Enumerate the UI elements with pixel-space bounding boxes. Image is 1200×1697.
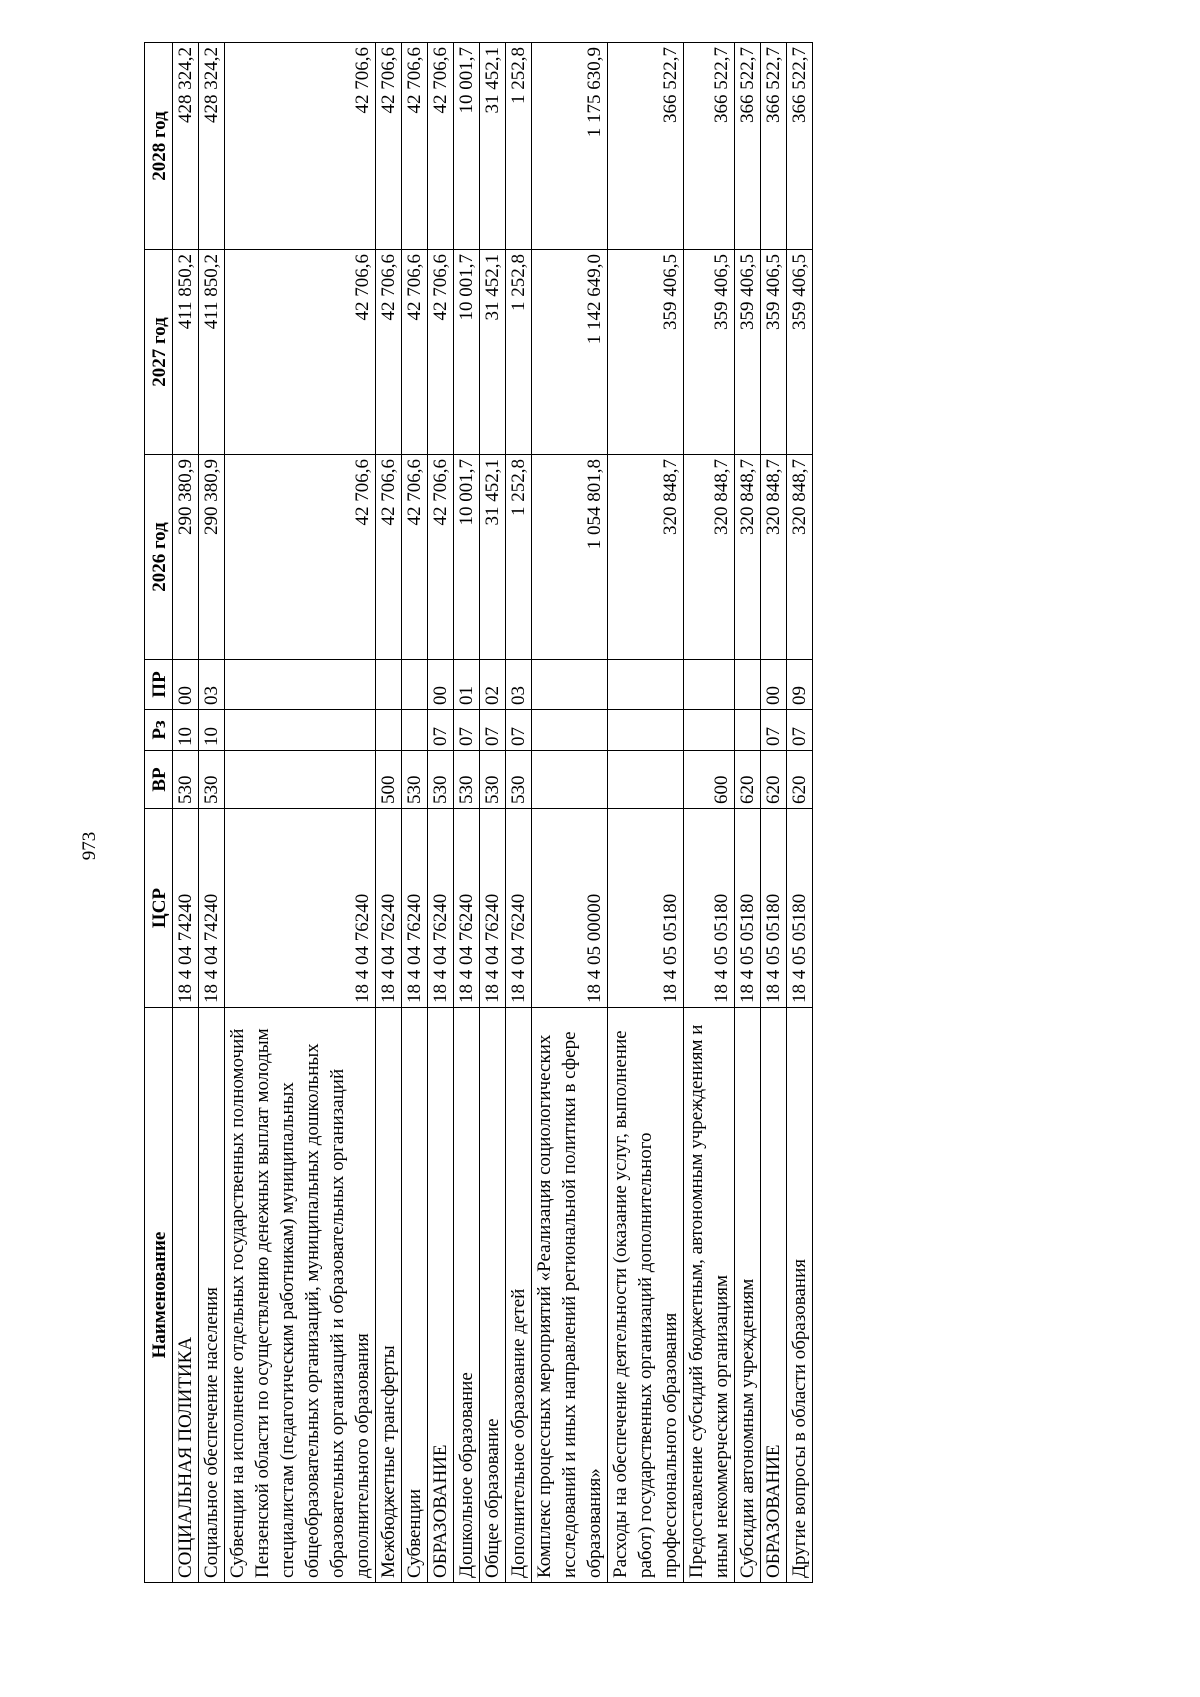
cell-2028: 42 706,6 — [225, 43, 376, 250]
cell-name: Субвенции — [402, 1008, 428, 1583]
cell-csr: 18 4 04 76240 — [506, 809, 532, 1008]
cell-vr: 620 — [735, 751, 761, 809]
cell-csr: 18 4 04 76240 — [480, 809, 506, 1008]
cell-2026: 10 001,7 — [454, 455, 480, 660]
table-row — [480, 43, 506, 1583]
cell-vr: 500 — [376, 751, 402, 809]
cell-csr: 18 4 05 05180 — [761, 809, 787, 1008]
cell-rz: 10 — [199, 710, 225, 751]
cell-pr: 00 — [173, 660, 199, 710]
cell-pr — [684, 660, 735, 710]
header-name: Наименование — [145, 1008, 173, 1583]
table-row — [532, 43, 608, 1583]
cell-rz: 07 — [761, 710, 787, 751]
cell-2028: 366 522,7 — [684, 43, 735, 250]
cell-2027: 42 706,6 — [428, 250, 454, 455]
cell-csr: 18 4 04 76240 — [225, 809, 376, 1008]
cell-pr — [608, 660, 684, 710]
cell-2027: 359 406,5 — [735, 250, 761, 455]
cell-csr: 18 4 05 00000 — [532, 809, 608, 1008]
cell-2027: 411 850,2 — [173, 250, 199, 455]
table-row — [608, 43, 684, 1583]
cell-rz: 10 — [173, 710, 199, 751]
cell-2028: 366 522,7 — [787, 43, 813, 250]
cell-2027: 42 706,6 — [376, 250, 402, 455]
cell-pr: 00 — [761, 660, 787, 710]
cell-2026: 290 380,9 — [173, 455, 199, 660]
cell-2027: 359 406,5 — [787, 250, 813, 455]
cell-pr: 02 — [480, 660, 506, 710]
cell-2028: 366 522,7 — [761, 43, 787, 250]
cell-pr: 03 — [506, 660, 532, 710]
cell-pr — [225, 660, 376, 710]
cell-2027: 42 706,6 — [225, 250, 376, 455]
cell-csr: 18 4 05 05180 — [684, 809, 735, 1008]
cell-2028: 1 252,8 — [506, 43, 532, 250]
table-body — [173, 43, 813, 1583]
table-row — [735, 43, 761, 1583]
cell-vr: 530 — [454, 751, 480, 809]
cell-2026: 320 848,7 — [761, 455, 787, 660]
cell-name: СОЦИАЛЬНАЯ ПОЛИТИКА — [173, 1008, 199, 1583]
cell-2027: 1 252,8 — [506, 250, 532, 455]
table-row — [454, 43, 480, 1583]
cell-rz: 07 — [428, 710, 454, 751]
page-number: 973 — [79, 831, 100, 861]
header-2028: 2028 год — [145, 43, 173, 250]
cell-csr: 18 4 05 05180 — [608, 809, 684, 1008]
table-row — [684, 43, 735, 1583]
table-row — [402, 43, 428, 1583]
cell-rz — [532, 710, 608, 751]
cell-csr: 18 4 04 74240 — [173, 809, 199, 1008]
cell-2028: 366 522,7 — [735, 43, 761, 250]
cell-rz — [225, 710, 376, 751]
cell-name: Дополнительное образование детей — [506, 1008, 532, 1583]
rotated-table-wrapper — [144, 43, 944, 1583]
cell-2026: 290 380,9 — [199, 455, 225, 660]
cell-2027: 1 142 649,0 — [532, 250, 608, 455]
cell-2027: 31 452,1 — [480, 250, 506, 455]
header-csr: ЦСР — [145, 809, 173, 1008]
cell-rz: 07 — [454, 710, 480, 751]
table-row — [787, 43, 813, 1583]
cell-2028: 42 706,6 — [428, 43, 454, 250]
cell-2028: 1 175 630,9 — [532, 43, 608, 250]
cell-2026: 42 706,6 — [376, 455, 402, 660]
cell-name: Общее образование — [480, 1008, 506, 1583]
header-2027: 2027 год — [145, 250, 173, 455]
cell-2026: 320 848,7 — [787, 455, 813, 660]
cell-pr — [376, 660, 402, 710]
cell-csr: 18 4 04 76240 — [402, 809, 428, 1008]
header-pr: ПР — [145, 660, 173, 710]
cell-2026: 320 848,7 — [735, 455, 761, 660]
cell-csr: 18 4 05 05180 — [735, 809, 761, 1008]
cell-2026: 42 706,6 — [428, 455, 454, 660]
cell-pr: 09 — [787, 660, 813, 710]
header-vr: ВР — [145, 751, 173, 809]
cell-csr: 18 4 04 76240 — [428, 809, 454, 1008]
cell-csr: 18 4 04 74240 — [199, 809, 225, 1008]
cell-pr: 03 — [199, 660, 225, 710]
cell-2026: 320 848,7 — [608, 455, 684, 660]
cell-2026: 1 054 801,8 — [532, 455, 608, 660]
cell-name: Комплекс процессных мероприятий «Реализация социологических исследований и иных направлений региональной политики в сфере образования» — [532, 1008, 608, 1583]
cell-csr: 18 4 04 76240 — [376, 809, 402, 1008]
cell-vr: 530 — [173, 751, 199, 809]
cell-pr — [532, 660, 608, 710]
table-row — [173, 43, 199, 1583]
cell-pr: 00 — [428, 660, 454, 710]
cell-vr: 620 — [761, 751, 787, 809]
cell-vr — [225, 751, 376, 809]
cell-pr — [735, 660, 761, 710]
header-2026: 2026 год — [145, 455, 173, 660]
cell-vr — [532, 751, 608, 809]
cell-rz: 07 — [480, 710, 506, 751]
cell-vr: 530 — [480, 751, 506, 809]
cell-rz — [376, 710, 402, 751]
cell-2027: 359 406,5 — [761, 250, 787, 455]
cell-rz: 07 — [787, 710, 813, 751]
cell-2027: 359 406,5 — [684, 250, 735, 455]
cell-2028: 428 324,2 — [199, 43, 225, 250]
cell-rz: 07 — [506, 710, 532, 751]
cell-2026: 42 706,6 — [402, 455, 428, 660]
cell-name: Субсидии автономным учреждениям — [735, 1008, 761, 1583]
cell-2026: 31 452,1 — [480, 455, 506, 660]
cell-2028: 428 324,2 — [173, 43, 199, 250]
cell-2028: 42 706,6 — [376, 43, 402, 250]
table-row — [761, 43, 787, 1583]
cell-rz — [684, 710, 735, 751]
cell-2028: 42 706,6 — [402, 43, 428, 250]
cell-vr: 600 — [684, 751, 735, 809]
header-rz: Рз — [145, 710, 173, 751]
cell-vr — [608, 751, 684, 809]
budget-table — [144, 42, 813, 1583]
table-row — [506, 43, 532, 1583]
cell-rz — [735, 710, 761, 751]
cell-name: ОБРАЗОВАНИЕ — [761, 1008, 787, 1583]
cell-vr: 620 — [787, 751, 813, 809]
cell-pr — [402, 660, 428, 710]
table-row — [376, 43, 402, 1583]
cell-vr: 530 — [506, 751, 532, 809]
table-row — [428, 43, 454, 1583]
cell-csr: 18 4 04 76240 — [454, 809, 480, 1008]
cell-name: Расходы на обеспечение деятельности (оказание услуг, выполнение работ) государственных организаций дополнительного профессионального образования — [608, 1008, 684, 1583]
cell-name: Социальное обеспечение населения — [199, 1008, 225, 1583]
cell-pr: 01 — [454, 660, 480, 710]
cell-rz — [608, 710, 684, 751]
cell-2026: 42 706,6 — [225, 455, 376, 660]
cell-csr: 18 4 05 05180 — [787, 809, 813, 1008]
table-row — [199, 43, 225, 1583]
cell-2026: 320 848,7 — [684, 455, 735, 660]
cell-2027: 359 406,5 — [608, 250, 684, 455]
cell-vr: 530 — [428, 751, 454, 809]
cell-2028: 31 452,1 — [480, 43, 506, 250]
cell-2027: 10 001,7 — [454, 250, 480, 455]
cell-rz — [402, 710, 428, 751]
cell-name: Дошкольное образование — [454, 1008, 480, 1583]
cell-vr: 530 — [402, 751, 428, 809]
table-row — [225, 43, 376, 1583]
cell-name: Субвенции на исполнение отдельных государственных полномочий Пензенской области по осуществлению денежных выплат молодым специалистам (педагогическим работникам) муниципальных общеобразовательных организаций, муниципальных дошкольных образовательных организаций и образовательных организаций дополнительного образования — [225, 1008, 376, 1583]
cell-2026: 1 252,8 — [506, 455, 532, 660]
table-header-row — [145, 43, 173, 1583]
cell-2027: 411 850,2 — [199, 250, 225, 455]
cell-2027: 42 706,6 — [402, 250, 428, 455]
cell-name: Другие вопросы в области образования — [787, 1008, 813, 1583]
cell-vr: 530 — [199, 751, 225, 809]
cell-name: ОБРАЗОВАНИЕ — [428, 1008, 454, 1583]
cell-2028: 366 522,7 — [608, 43, 684, 250]
cell-name: Межбюджетные трансферты — [376, 1008, 402, 1583]
cell-2028: 10 001,7 — [454, 43, 480, 250]
cell-name: Предоставление субсидий бюджетным, автономным учреждениям и иным некоммерческим организациям — [684, 1008, 735, 1583]
